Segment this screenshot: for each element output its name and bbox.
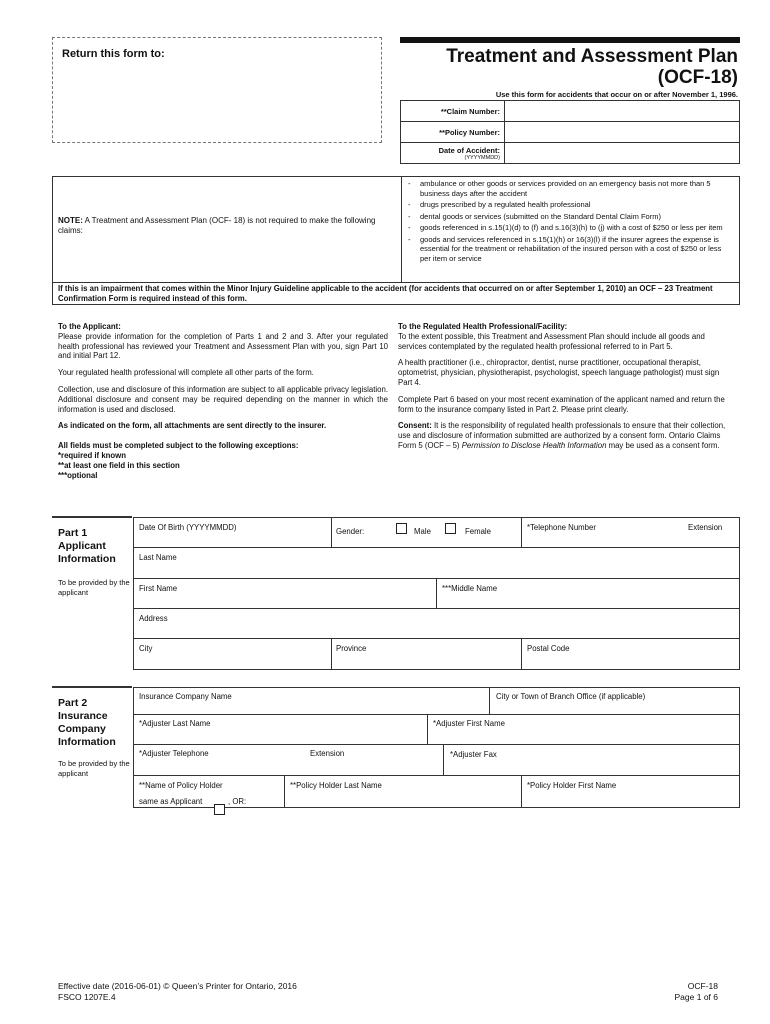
grid-line [443,744,444,775]
list-item: - dental goods or services (submitted on the Standard Dental Claim Form) [408,212,733,222]
middle-name-field[interactable]: ***Middle Name [442,584,498,593]
part1-title-2: Information [58,553,116,565]
or-label: , OR: [228,797,247,806]
part2-title-2: Company [58,723,106,735]
grid-line [133,608,740,609]
grid-line [521,775,522,808]
list-item: - goods and services referenced in s.15(1)(h) or 16(3)(l) if the insurer agrees the expense is essential for the treatment or rehabilitation of the insured person with a cost of $250 or less per item or service [408,235,733,264]
footer-left [58,981,297,1003]
insurance-company-field[interactable]: Insurance Company Name [139,692,232,701]
male-checkbox[interactable] [396,523,407,534]
rhp-instructions [398,322,734,458]
minor-injury-notice: If this is an impairment that comes within the Minor Injury Guideline applicable to the accident (for accidents that occurred on or after September 1, 2010) an OCF – 23 Treatment Confirmation Form is required instead of this form. [58,284,713,303]
adjuster-extension-field[interactable]: Extension [310,749,345,758]
part1-subtitle: To be provided by the applicant [58,578,130,597]
rhp-paragraph-1: To the extent possible, this Treatment and Assessment Plan should include all goods and services contemplated by the regulated health professional referred to in Part 5. [398,331,705,351]
consent-form-title: Permission to Disclose Health Information [461,440,607,450]
fsco-code: FSCO 1207E.4 [58,992,116,1002]
footer-right [675,981,718,1003]
policy-number-label: **Policy Number: [401,122,505,143]
note-divider-vertical [401,176,402,282]
applicant-instructions [58,322,388,480]
address-field[interactable]: Address [139,614,168,623]
exempt-claims-list [408,179,733,265]
postal-code-field[interactable]: Postal Code [527,644,570,653]
grid-line [284,775,285,808]
grid-line [489,687,490,714]
part2-grid [133,687,740,808]
consent-paragraph [398,421,734,450]
male-label: Male [414,527,431,536]
part2-bar [52,686,132,688]
grid-line [521,638,522,670]
applicant-paragraph-3: Collection, use and disclosure of this information are subject to all applicable privacy legislation. Additional disclosure and consent may be required depending on the manner in which the information is used and disclosed. [58,384,388,414]
part2-title-3: Information [58,736,116,748]
applicant-paragraph-4: As indicated on the form, all attachments are sent directly to the insurer. [58,421,327,431]
same-as-applicant-checkbox[interactable] [214,804,225,815]
form-title-line2: (OCF-18) [657,67,738,88]
adjuster-fax-field[interactable]: *Adjuster Fax [450,750,497,759]
grid-line [427,714,428,744]
city-field[interactable]: City [139,644,153,653]
title-bar [400,37,740,43]
policy-holder-first-name-field[interactable]: *Policy Holder First Name [527,781,617,790]
part1-label [58,527,116,566]
exception-optional: ***optional [58,470,98,480]
grid-line [331,638,332,670]
grid-line [133,744,740,745]
female-label: Female [465,527,491,536]
female-checkbox[interactable] [445,523,456,534]
policy-number-field[interactable] [505,122,740,143]
rhp-paragraph-3: Complete Part 6 based on your most recent examination of the applicant named and return the form to the insurance company listed in Part 2. Please print clearly. [398,394,725,414]
note-body: A Treatment and Assessment Plan (OCF- 18) is not required to make the following claims: [58,216,376,235]
grid-line [133,638,740,639]
part2-number: Part 2 [58,697,88,709]
list-item: - goods referenced in s.15(1)(d) to (f) and s.16(3)(h) to (j) with a cost of $250 or less per item [408,223,733,233]
note-text [58,216,388,236]
part2-title-1: Insurance [58,710,108,722]
branch-city-field[interactable]: City or Town of Branch Office (if applicable) [496,692,646,701]
same-as-applicant-label: same as Applicant [139,797,203,806]
date-format-hint: (YYYYMMDD) [464,154,500,161]
consent-end: may be used as a consent form. [606,440,720,450]
applicant-paragraph-1: Please provide information for the completion of Parts 1 and 2 and 3. After your regulated health professional has reviewed your Treatment and Assessment Plan with you, sign Part 10 and initial Part 12. [58,331,388,361]
grid-line [331,517,332,547]
consent-label: Consent: [398,421,432,431]
adjuster-last-name-field[interactable]: *Adjuster Last Name [139,719,211,728]
grid-line [436,578,437,608]
exception-required: *required if known [58,450,127,460]
effective-date: Effective date (2016-06-01) © Queen’s Printer for Ontario, 2016 [58,981,297,991]
extension-field[interactable]: Extension [688,523,723,532]
grid-line [133,547,740,548]
part2-label [58,697,116,749]
applicant-heading: To the Applicant: [58,322,121,331]
date-accident-label [401,143,505,164]
claim-number-field[interactable] [505,101,740,122]
province-field[interactable]: Province [336,644,367,653]
first-name-field[interactable]: First Name [139,584,178,593]
return-form-label: Return this form to: [62,48,165,60]
list-item: - ambulance or other goods or services provided on an emergency basis not more than 5 business days after the accident [408,179,733,198]
policy-holder-last-name-field[interactable]: **Policy Holder Last Name [290,781,382,790]
gender-label: Gender: [336,527,365,536]
form-id: OCF-18 [687,981,718,991]
page-number: Page 1 of 6 [674,992,718,1002]
dob-field[interactable]: Date Of Birth (YYYYMMDD) [139,523,237,532]
applicant-paragraph-2: Your regulated health professional will complete all other parts of the form. [58,368,314,378]
grid-line [521,517,522,547]
form-title-line1: Treatment and Assessment Plan [446,46,738,67]
note-prefix: NOTE: [58,216,83,225]
adjuster-telephone-field[interactable]: *Adjuster Telephone [139,749,209,758]
grid-line [133,714,740,715]
exception-at-least-one: **at least one field in this section [58,460,180,470]
date-accident-text: Date of Accident: [438,145,500,155]
adjuster-first-name-field[interactable]: *Adjuster First Name [433,719,505,728]
part1-bar [52,516,132,518]
date-accident-field[interactable] [505,143,740,164]
form-title [446,46,738,88]
part1-number: Part 1 [58,527,88,539]
exceptions-heading: All fields must be completed subject to the following exceptions: [58,441,299,451]
rhp-heading: To the Regulated Health Professional/Facility: [398,322,568,331]
telephone-field[interactable]: *Telephone Number [527,523,596,532]
claim-number-label: **Claim Number: [401,101,505,122]
part2-subtitle: To be provided by the applicant [58,759,130,778]
part1-title-1: Applicant [58,540,106,552]
note-divider-horizontal [52,282,740,283]
list-item: - drugs prescribed by a regulated health professional [408,200,733,210]
claim-info-table [400,100,740,164]
usage-note: Use this form for accidents that occur on or after November 1, 1996. [495,90,738,99]
last-name-field[interactable]: Last Name [139,553,177,562]
policy-holder-name-label: **Name of Policy Holder [139,781,223,790]
rhp-paragraph-2: A health practitioner (i.e., chiropractor, dentist, nurse practitioner, occupational therapist, optometrist, physician, physiotherapist, psychologist, speech language pathologist) must sign Part 4. [398,358,720,387]
consent-text: It is the responsibility of regulated health professionals to ensure that their collection, use and disclosure of information submitted are authorized by a consent form. Ontario Claims Form 5 (OCF – 5) [398,421,726,450]
grid-line [133,775,740,776]
